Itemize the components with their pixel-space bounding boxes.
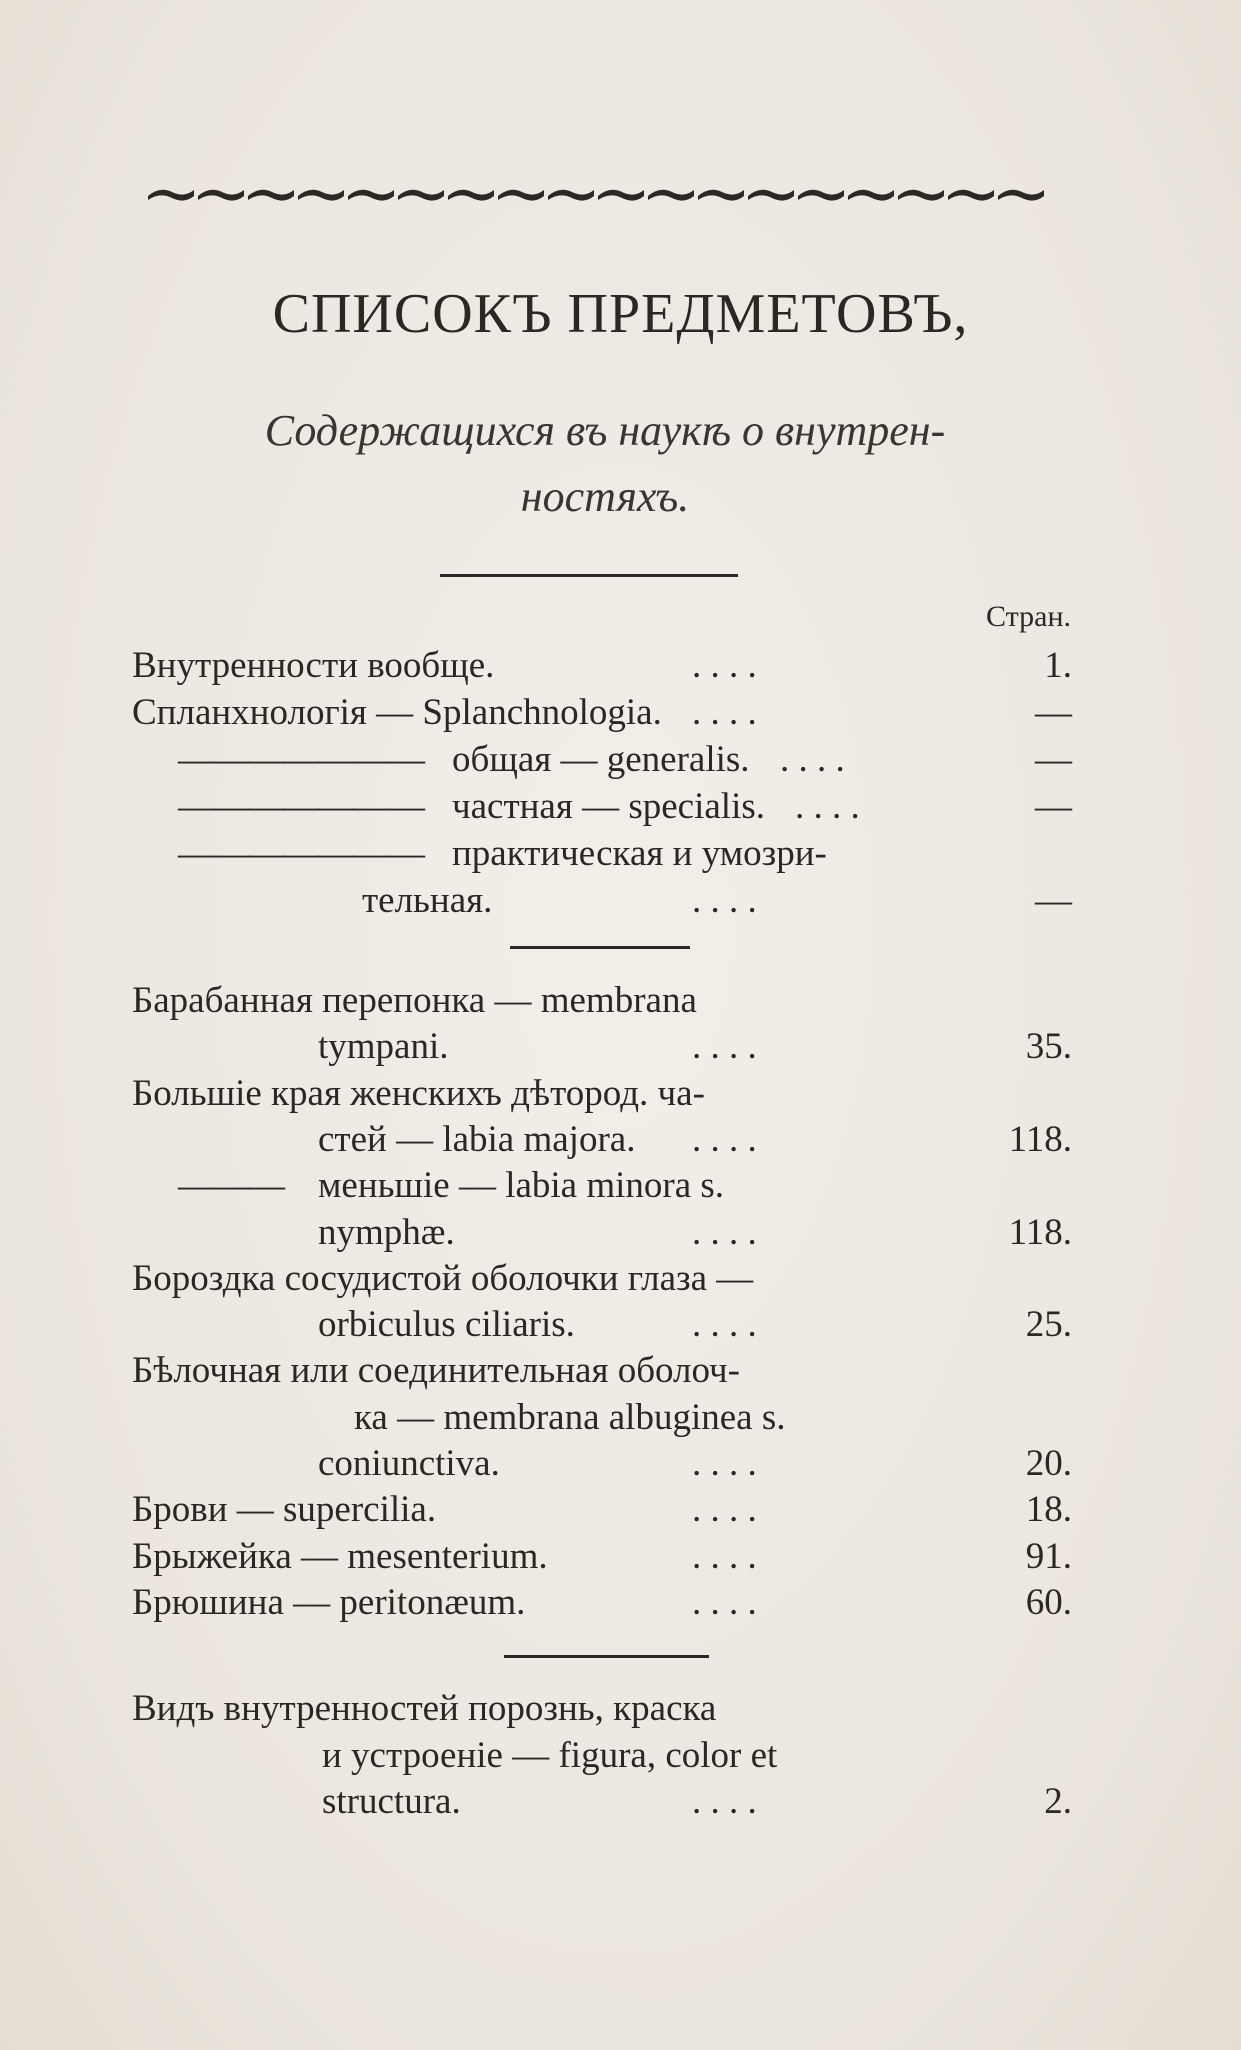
entry-text: tympani. (318, 1026, 449, 1068)
index-entry (132, 1302, 1072, 1348)
index-entry (132, 643, 1072, 689)
index-entry (132, 1163, 1072, 1209)
entry-text: Видъ внутренностей порознь, краска (132, 1688, 717, 1729)
entry-text: ка — membrana albuginea s. (354, 1396, 786, 1438)
page-number: 1. (1044, 645, 1072, 686)
divider-rule-1 (440, 574, 738, 577)
page-title: СПИСОКЪ ПРЕДМЕТОВЪ, (272, 283, 969, 345)
index-entry (132, 784, 1072, 830)
dot-leader: . . . . (780, 739, 845, 780)
page-number: 20. (1025, 1443, 1072, 1484)
entry-text: Брови — supercilia. (132, 1489, 437, 1531)
index-entry (132, 831, 1072, 877)
index-entry (132, 1117, 1072, 1163)
index-entry (132, 1071, 1072, 1117)
index-entry (132, 1487, 1072, 1533)
wave-ornament (148, 178, 1053, 208)
entry-text: Бороздка сосудистой оболочки глаза — (132, 1257, 754, 1299)
entry-text: Большіе края женскихъ дѣтород. ча- (132, 1072, 705, 1114)
divider-rule-2 (510, 946, 690, 949)
entry-text: Брюшина — peritonæum. (132, 1581, 526, 1623)
index-entry (132, 1580, 1072, 1626)
ditto-dash: ——————— (178, 786, 423, 827)
index-entry (132, 1779, 1072, 1825)
dot-leader: . . . . (692, 1489, 757, 1531)
entry-text: практическая и умозри- (452, 833, 827, 874)
dot-leader: . . . . (692, 880, 757, 921)
index-entry (132, 737, 1072, 783)
dot-leader: . . . . (692, 1026, 757, 1068)
index-entry (132, 978, 1072, 1024)
index-entry (132, 1733, 1072, 1779)
index-entry (132, 1348, 1072, 1394)
ditto-dash: ——————— (178, 739, 423, 780)
column-header-pages: Стран. (986, 600, 1071, 633)
page-number: 25. (1025, 1304, 1072, 1346)
entry-text: стей — labia majora. (318, 1118, 636, 1160)
dot-leader: . . . . (692, 1211, 757, 1253)
dot-leader: . . . . (692, 1781, 757, 1822)
index-entry (132, 1441, 1072, 1487)
entry-text: меньшіе — labia minora s. (318, 1165, 725, 1207)
entry-text: coniunctiva. (318, 1443, 500, 1484)
entry-text: Спланхнологія — Splanchnologia. (132, 692, 662, 733)
page-number: 118. (1008, 1118, 1072, 1160)
entry-text: частная — specialis. (452, 786, 766, 827)
index-entry (132, 1686, 1072, 1732)
page-number: 2. (1044, 1781, 1072, 1822)
ditto-dash: ——————— (178, 833, 423, 874)
entry-text: Барабанная перепонка — membrana (132, 980, 697, 1021)
subtitle-line-2: ностяхъ. (520, 472, 690, 521)
page-number: — (1035, 786, 1072, 827)
page-number: 60. (1025, 1581, 1072, 1623)
page-number: — (1035, 880, 1072, 921)
page-number: — (1035, 739, 1072, 780)
dot-leader: . . . . (692, 1581, 757, 1623)
entry-text: общая — generalis. (452, 739, 750, 780)
entry-text: nymphæ. (318, 1211, 455, 1253)
subtitle-line-1: Содержащихся въ наукѣ о внутрен- (264, 406, 946, 455)
index-entry (132, 1024, 1072, 1070)
dot-leader: . . . . (795, 786, 860, 827)
index-entry (132, 878, 1072, 924)
page-number: 91. (1025, 1535, 1072, 1577)
entry-text: Брыжейка — mesenterium. (132, 1535, 548, 1577)
dot-leader: . . . . (692, 1443, 757, 1484)
ditto-dash: ——— (178, 1165, 283, 1207)
entry-text: тельная. (362, 880, 493, 921)
divider-rule-3 (504, 1655, 709, 1658)
dot-leader: . . . . (692, 692, 757, 733)
entry-text: Внутренности вообще. (132, 645, 495, 686)
entry-text: и устроеніе — figura, color et (322, 1734, 778, 1776)
entry-text: Бѣлочная или соединительная оболоч- (132, 1350, 740, 1392)
entry-text: orbiculus ciliaris. (318, 1304, 575, 1346)
page-subtitle (130, 398, 1080, 530)
index-entry (132, 1256, 1072, 1302)
dot-leader: . . . . (692, 645, 757, 686)
page-number: 35. (1025, 1026, 1072, 1068)
index-entry (132, 690, 1072, 736)
dot-leader: . . . . (692, 1535, 757, 1577)
page-number: 18. (1025, 1489, 1072, 1531)
entry-text: structura. (322, 1781, 461, 1822)
index-entry (132, 1210, 1072, 1256)
page-number: 118. (1008, 1211, 1072, 1253)
page-number: — (1035, 692, 1072, 733)
dot-leader: . . . . (692, 1118, 757, 1160)
index-entry (132, 1534, 1072, 1580)
dot-leader: . . . . (692, 1304, 757, 1346)
index-entry (132, 1395, 1072, 1441)
